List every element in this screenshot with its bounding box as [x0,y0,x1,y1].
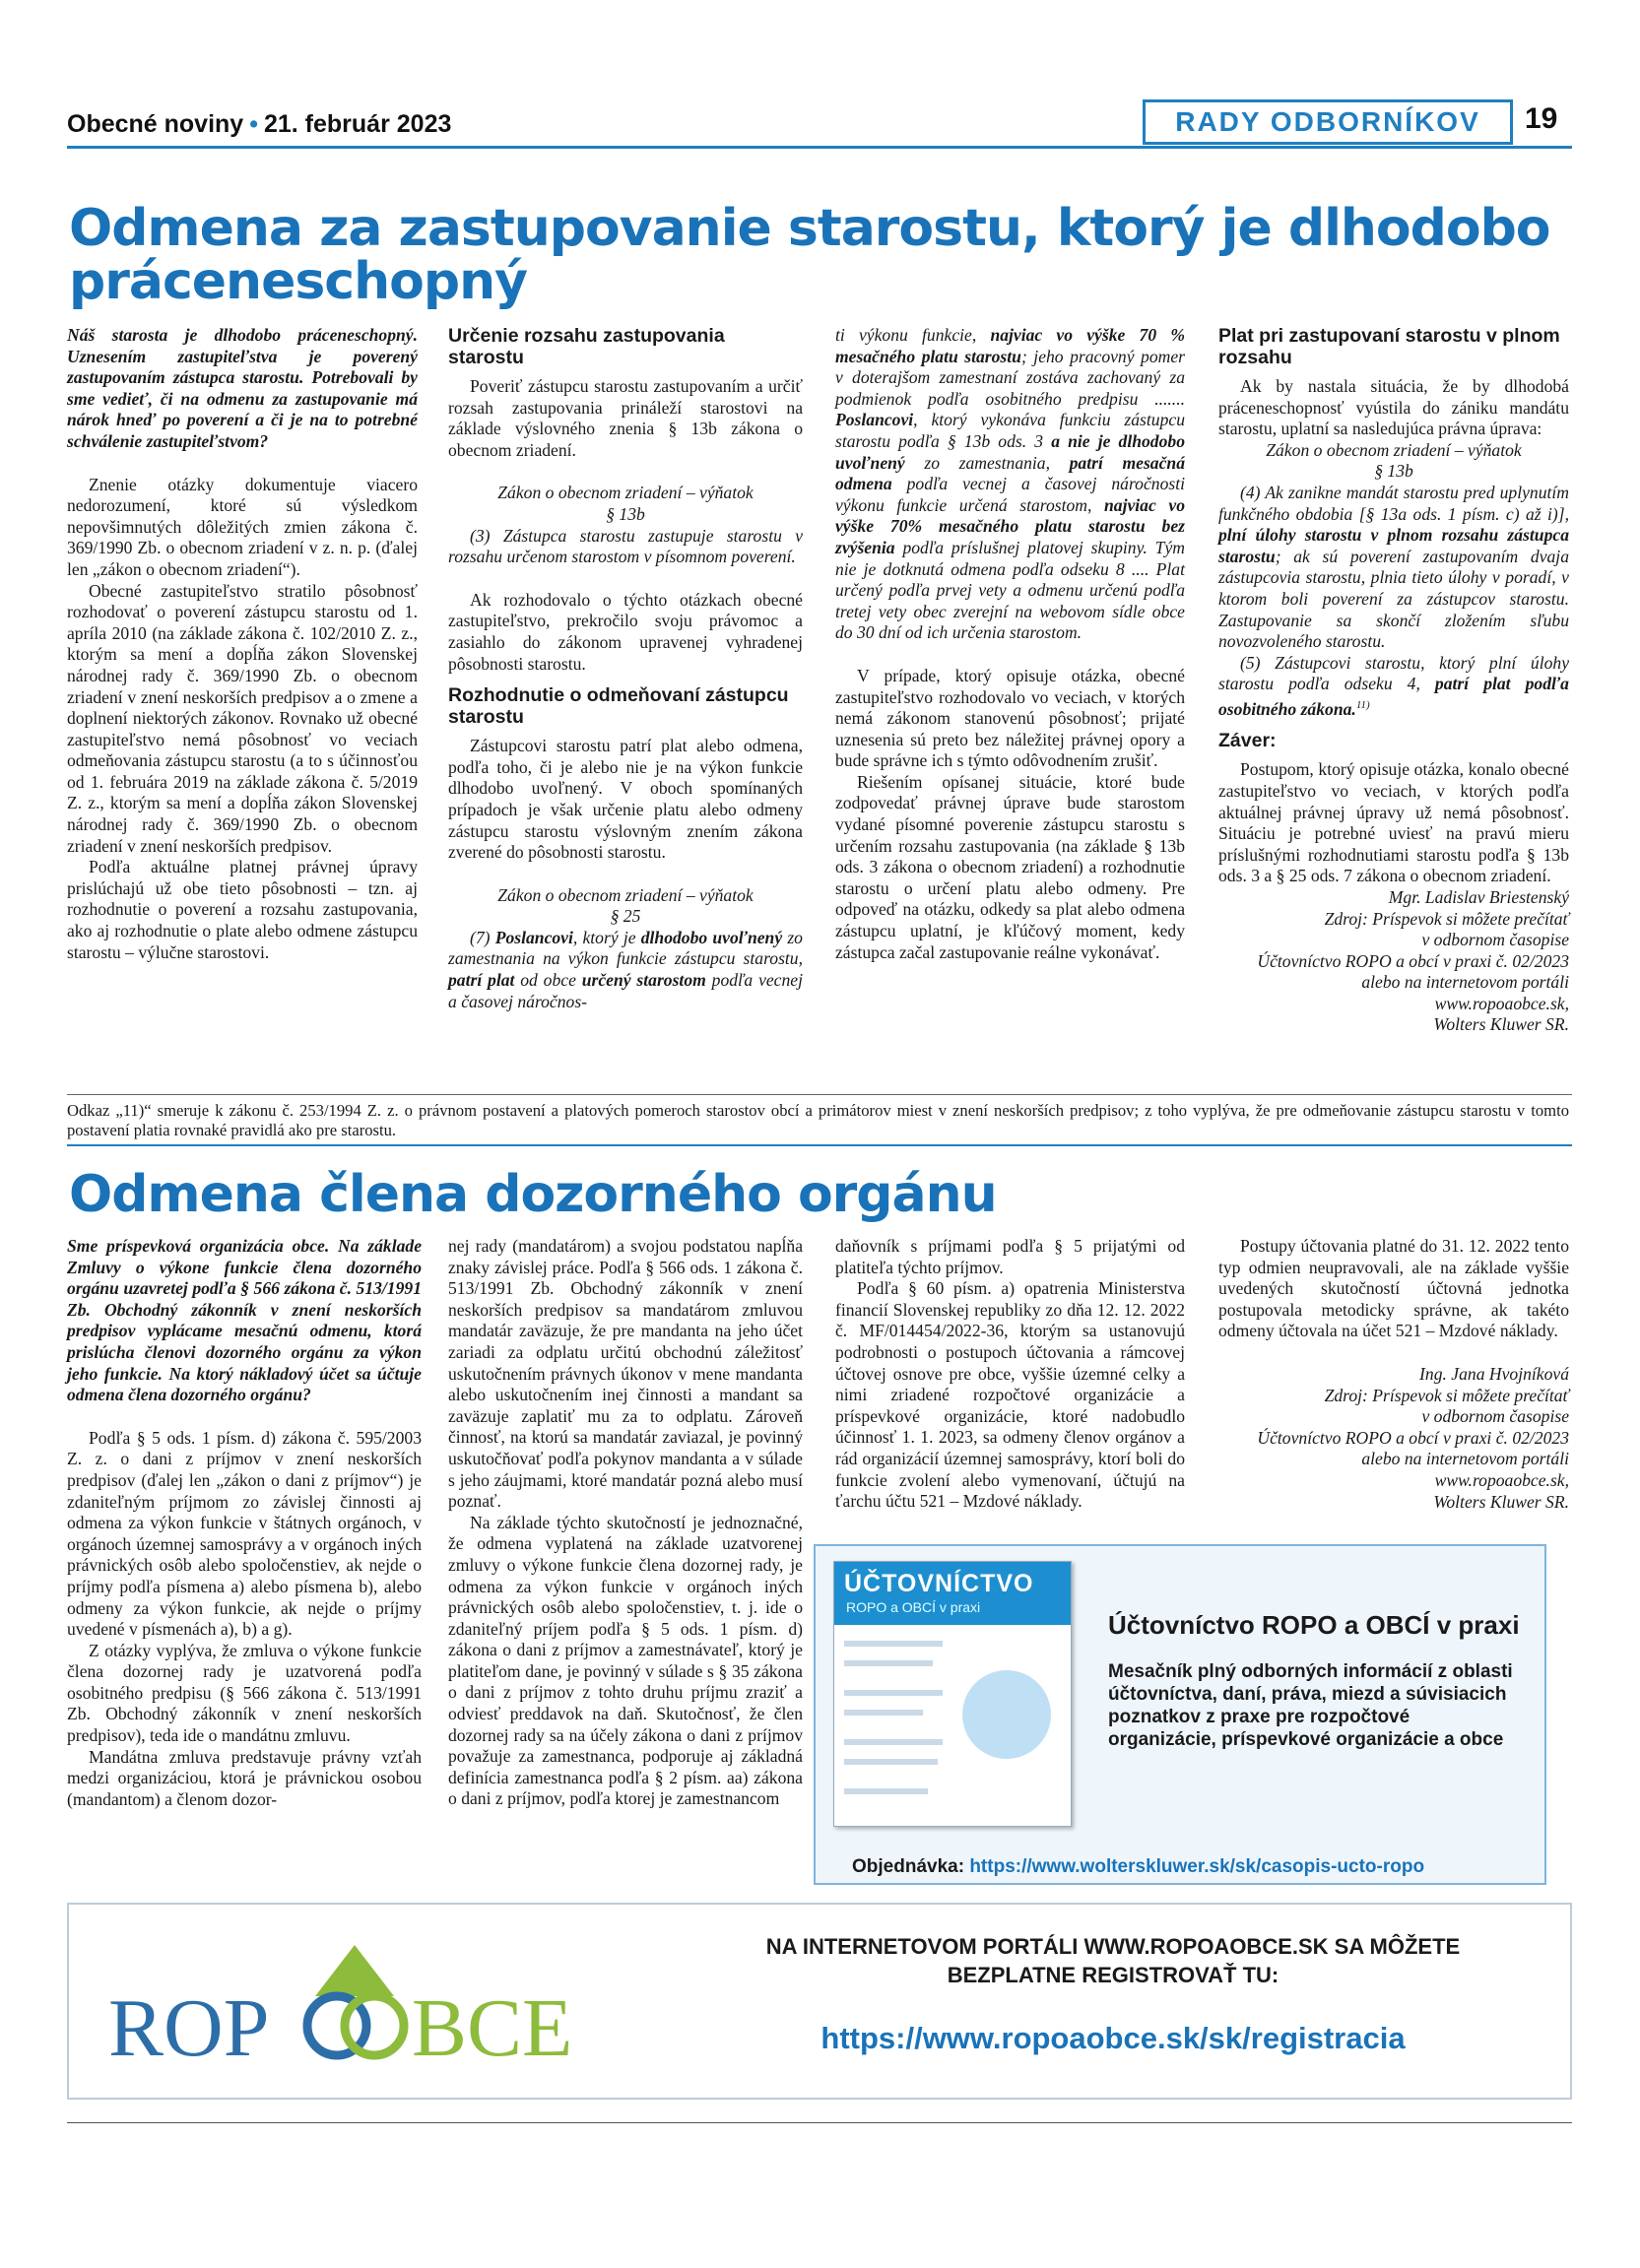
article1-column-2 [448,325,803,1012]
order-link[interactable]: https://www.wolterskluwer.sk/sk/casopis-ucto-ropo [969,1856,1425,1877]
article1-column-3 [835,325,1185,963]
registration-link[interactable]: https://www.ropoaobce.sk/sk/registracia [820,2021,1406,2055]
footnote-rule [67,1094,1572,1095]
law-section: § 25 [610,906,641,927]
logo-text-left: ROP [108,1982,270,2073]
order-line [852,1856,1424,1878]
article2-question: Sme príspevková organizácia obce. Na základe Zmluvy o výkone funkcie člena dozorného orgánu uzavretej podľa § 566 zákona č. 513/1991 Zb. Obchodný zákonník v znení neskorších predpisov vyplácame mesačnú odmenu, ktorá prislúcha členovi dozorného orgánu za výkon jeho funkcie. Na ktorý nákladový účet sa účtuje odmena člena dozorného orgánu? [67,1236,422,1405]
article1-paragraph: Ak by nastala situácia, že by dlhodobá práceneschopnosť vyústila do zániku mandátu starostu, uplatní sa nasledujúca právna úprava: [1218,376,1569,439]
law-excerpt-text: (4) Ak zanikne mandát starostu pred uplynutím funkčného obdobia [§ 13a ods. 1 písm. c) až i)], plní úlohy starostu v plnom rozsahu zástupca starostu; ak sú poverení zastupovaním dvaja zástupcovia starostu, plnia tieto úlohy v poradí, v ktorom boli poverení za zástupcov starostu. Zastupovanie sa skončí zložením sľubu novozvoleného starostu. [1218,482,1569,652]
article2-column-4 [1218,1236,1569,1513]
law-excerpt-text: (5) Zástupcovi starostu, ktorý plní úlohy starostu podľa odseku 4, patrí plat podľa osobitného zákona.$^{11)}$ [1218,652,1569,719]
paper-name: Obecné noviny [67,110,244,138]
article2-title: Odmena člena dozorného orgánu [69,1165,997,1224]
section-badge: RADY ODBORNÍKOV [1143,99,1513,145]
article2-column-1 [67,1236,422,1810]
cover-title: ÚČTOVNÍCTVO [844,1570,1034,1597]
bottom-rule [67,2122,1572,2123]
law-excerpt-text: (7) Poslancovi, ktorý je dlhodobo uvoľnený zo zamestnania na výkon funkcie zástupcu starostu, patrí plat od obce určený starostom podľa vecnej a časovej náročnos- [448,927,803,1011]
law-excerpt-heading: Zákon o obecnom zriadení – výňatok [497,884,754,905]
article2-paragraph: Podľa § 5 ods. 1 písm. d) zákona č. 595/2003 Z. z. o dani z príjmov v znení neskorších predpisov (ďalej len „zákon o dani z príjmov“) je zdaniteľným príjmom zo závislej činnosti aj odmena za výkon funkcie v štátnych orgánoch, v orgánoch územnej samosprávy a v orgánoch iných právnických osôb alebo spoločenstiev, ak nejde o príjmy podľa písmena a) alebo písmena b), alebo odmeny za výkon funkcie, ak nejde o príjmy uvedené v písmenách a), b) a g). [67,1427,422,1640]
article1-question: Náš starosta je dlhodobo práceneschopný. Uznesením zastupiteľstva je poverený zastupovaním zástupca starostu. Potrebovali by sme vedieť, či na odmenu za zastupovanie má nárok hneď po poverení a či je na to potrebné schválenie zastupiteľstvom? [67,325,418,451]
ad-description: Mesačník plný odborných informácií z oblasti účtovníctva, daní, práva, miezd a súvisiacich poznatkov z praxe pre rozpočtové organizácie, príspevkové organizácie a obce [1108,1661,1513,1750]
masthead [67,110,451,139]
article1-column-4 [1218,325,1569,1036]
article2-paragraph: daňovník s príjmami podľa § 5 prijatými od platiteľa týchto príjmov. [835,1236,1185,1277]
subheading: Záver: [1218,730,1277,752]
article2-paragraph: Na základe týchto skutočností je jednoznačné, že odmena vyplatená na základe uzatvorenej zmluvy o výkone funkcie člena dozornej rady, je odmena za výkon funkcie v orgánoch iných právnických osôb alebo spoločenstiev, t. j. ide o zdaniteľný príjem podľa § 5 ods. 1 písm. d) zákona o dani z príjmov a zamestnávateľ, ktorý je platiteľom dane, je povinný v súlade s § 35 zákona o dani z príjmov z tohto druhu príjmu zraziť a odviesť preddavok na daň. Skutočnosť, že člen dozornej rady sa na účely zákona o dani z príjmov považuje za zamestnanca, podporuje aj základná definícia zamestnanca podľa § 2 písm. aa) zákona o dani z príjmov, podľa ktorej je zamestnancom [448,1512,803,1809]
subheading: Plat pri zastupovaní starostu v plnom rozsahu [1218,325,1560,368]
article2-paragraph: Postupy účtovania platné do 31. 12. 2022 tento typ odmien neupravovali, ale na základe vyššie uvedených skutočností účtovná jednotka postupovala metodicky správne, ak takéto odmeny účtovala na účet 521 – Mzdové náklady. [1218,1236,1569,1341]
author-signature: Mgr. Ladislav Briestenský Zdroj: Príspevok si môžete prečítať v odbornom časopise Účtovníctvo ROPO a obcí v praxi č. 02/2023 alebo na internetovom portáli www.ropoaobce.sk, Wolters Kluwer SR. [1257,886,1569,1035]
article1-paragraph: V prípade, ktorý opisuje otázka, obecné zastupiteľstvo rozhodovalo vo veciach, v ktorých nemá zákonom stanovenú pôsobnosť; prijaté uznesenia sú preto bez náležitej právnej opory a bude správne ich s týmto odôvodnením zrušiť. [835,665,1185,771]
separator-dot: • [249,110,258,138]
article2-column-2 [448,1236,803,1810]
page-number: 19 [1525,102,1558,135]
law-excerpt-text: ti výkonu funkcie, najviac vo výške 70 % mesačného platu starostu; jeho pracovný pomer v doterajšom zamestnaní zostáva zachovaný za podmienok podľa osobitného predpisu ....... Poslancovi, ktorý vykonáva funkciu zástupcu starostu podľa § 13b ods. 3 a nie je dlhodobo uvoľnený zo zamestnania, patrí mesačná odmena podľa vecnej a časovej náročnosti výkonu funkcie určená starostom, najviac vo výške 70% mesačného platu starostu bez zvýšenia podľa príslušnej platovej skupiny. Tým nie je dotknutá odmena podľa odseku 8 .... Plat určený podľa prvej vety a odmenu určenú podľa tretej vety obec zverejní na webovom sídle obce do 30 dní od ich určenia starostom. [835,325,1185,643]
law-section: § 13b [606,503,645,524]
article2-paragraph: nej rady (mandatárom) a svojou podstatou napĺňa znaky závislej práce. Podľa § 566 ods. 1 zákona č. 513/1991 Zb. Obchodný zákonník v znení neskorších predpisov sa mandatárom zmluvou mandatár zaväzuje, že pre mandanta na jeho účet zariadi za odplatu určitú obchodnú záležitosť uskutočnením právnych úkonov v mene mandanta alebo uskutočnením inej činnosti a mandant sa zaväzuje zaplatiť mu za to odplatu. Zároveň činnosť, na ktorú sa mandatár zaviazal, je povinný uskutočňovať podľa pokynov mandanta a v súlade s jeho záujmami, ktoré mandatár pozná alebo musí poznať. [448,1236,803,1512]
article1-paragraph: Podľa aktuálne platnej právnej úpravy prislúchajú už obe tieto pôsobnosti – tzn. aj rozhodnutie o poverení a rozsahu zastupovania, ako aj rozhodnutie o plate alebo odmene zástupcu starostu – výlučne starostovi. [67,857,418,962]
ropoaobce-logo [98,1935,611,2073]
article1-paragraph: Zástupcovi starostu patrí plat alebo odmena, podľa toho, či je alebo nie je na výkon funkcie dlhodobo uvoľnený. V oboch spomínaných prípadoch je však určenie platu alebo odmeny zástupcu starostu výslovným znením zákona zverené do pôsobnosti starostu. [448,736,803,863]
author-signature: Ing. Jana Hvojníková Zdroj: Príspevok si môžete prečítať v odbornom časopise Účtovníctvo ROPO a obcí v praxi č. 02/2023 alebo na internetovom portáli www.ropoaobce.sk, Wolters Kluwer SR. [1257,1363,1569,1512]
header-rule [67,146,1572,149]
house-icon [962,1670,1051,1759]
banner-text: NA INTERNETOVOM PORTÁLI WWW.ROPOAOBCE.SK SA MÔŽETE BEZPLATNE REGISTROVAŤ TU: [765,1934,1461,1987]
article2-paragraph: Z otázky vyplýva, že zmluva o výkone funkcie člena dozornej rady je uzatvorená podľa osobitného predpisu (§ 566 zákona č. 513/1991 Zb. Obchodný zákonník v znení neskorších predpisov), teda ide o mandátnu zmluvu. [67,1640,422,1746]
article1-paragraph: Znenie otázky dokumentuje viacero nedorozumení, ktoré sú výsledkom nepovšimnutých dôležitých zmien zákona č. 369/1990 Zb. o obecnom zriadení v z. n. p. (ďalej len „zákon o obecnom zriadení“). [67,474,418,579]
issue-date: 21. február 2023 [263,110,452,138]
order-label: Objednávka: [852,1856,965,1877]
logo-text-right: BCE [412,1982,573,2073]
article1-paragraph: Poveriť zástupcu starostu zastupovaním a určiť rozsah zastupovania prináleží starostovi na základe výslovného znenia § 13b zákona o obecnom zriadení. [448,376,803,460]
article1-column-1 [67,325,418,963]
law-excerpt-heading: Zákon o obecnom zriadení – výňatok [497,483,754,503]
cover-subtitle: ROPO a OBCÍ v praxi [846,1599,981,1615]
footnote: Odkaz „11)“ smeruje k zákonu č. 253/1994 Z. z. o právnom postavení a platových pomeroch starostov obcí a primátorov miest v znení neskorších predpisov; z toho vyplýva, že pre odmeňovanie zástupcu starostu v tomto postavení platia rovnaké pravidlá ako pre starostu. [67,1101,1569,1139]
article2-column-3 [835,1236,1185,1513]
article2-paragraph: Mandátna zmluva predstavuje právny vzťah medzi organizáciou, ktorá je právnickou osobou (mandantom) a členom dozor- [67,1746,422,1809]
subheading: Určenie rozsahu zastupovania starostu [448,325,725,368]
subheading: Rozhodnutie o odmeňovaní zástupcu starostu [448,684,789,729]
article-divider [67,1144,1572,1146]
article1-paragraph: Obecné zastupiteľstvo stratilo pôsobnosť rozhodovať o poverení zástupcu starostu od 1. apríla 2010 (na základe zákona č. 102/2010 Z. z., ktorým sa mení a dopĺňa zákon Slovenskej národnej rady č. 369/1990 Zb. o obecnom zriadení v znení neskorších predpisov a o zmene a doplnení niektorých zákonov. Rovnako už obecné zastupiteľstvo nemá pôsobnosť vo veciach odmeňovania zástupcu starostu (a to s účinnosťou od 1. februára 2019 na základe zákona č. 5/2019 Z. z., ktorým sa mení a dopĺňa zákon Slovenskej národnej rady č. 369/1990 Zb. o obecnom zriadení v znení neskorších predpisov. [67,580,418,856]
law-excerpt-heading: Zákon o obecnom zriadení – výňatok [1266,439,1522,460]
article1-paragraph: Ak rozhodovalo o týchto otázkach obecné zastupiteľstvo, prekročilo svoju právomoc a zasiahlo do zákonom upravenej vyhradenej pôsobnosti starostu. [448,589,803,674]
ad-title: Účtovníctvo ROPO a OBCÍ v praxi [1108,1610,1520,1640]
article1-paragraph: Postupom, ktorý opisuje otázka, konalo obecné zastupiteľstvo vo veciach, v ktorých podľa aktuálnej právnej úpravy už nemá pôsobnosť. Situáciu je potrebné uviesť na pravú mieru príslušnými rozhodnutiami starostu podľa § 13b ods. 3 a § 25 ods. 7 zákona o obecnom zriadení. [1218,759,1569,886]
magazine-cover-image [833,1561,1072,1827]
law-section: § 13b [1374,461,1413,482]
article2-paragraph: Podľa § 60 písm. a) opatrenia Ministerstva financií Slovenskej republiky zo dňa 12. 12. 2022 č. MF/014454/2022-36, ktorým sa ustanovujú podrobnosti o postupoch účtovania a rámcovej účtovej osnove pre obce, vyššie územné celky a nimi zriadené rozpočtové organizácie a príspevkové organizácie, ktoré nadobudlo účinnosť 1. 1. 2023, sa odmeny členov orgánov a rád organizácií územnej samosprávy, ktorí boli do funkcie zvolení alebo vymenovaní, účtujú na ťarchu účtu 521 – Mzdové náklady. [835,1278,1185,1512]
article1-title: Odmena za zastupovanie starostu, ktorý je dlhodobo práceneschopný [69,199,1550,311]
article1-paragraph: Riešením opísanej situácie, ktoré bude zodpovedať právnej úprave bude starostom vydané písomné poverenie zástupcu starostu s určením rozsahu zastupovania (na základe § 13b ods. 3 zákona o obecnom zriadení) a rozhodnutie starostu o určení platu alebo odmeny. Pre odpoveď na otázku, odkedy sa plat alebo odmena zástupcu uplatní, je kľúčový moment, kedy zástupca začal zastupovanie reálne vykonávať. [835,771,1185,962]
law-excerpt-text: (3) Zástupca starostu zastupuje starostu v rozsahu určenom starostom v písomnom poverení. [448,525,803,567]
